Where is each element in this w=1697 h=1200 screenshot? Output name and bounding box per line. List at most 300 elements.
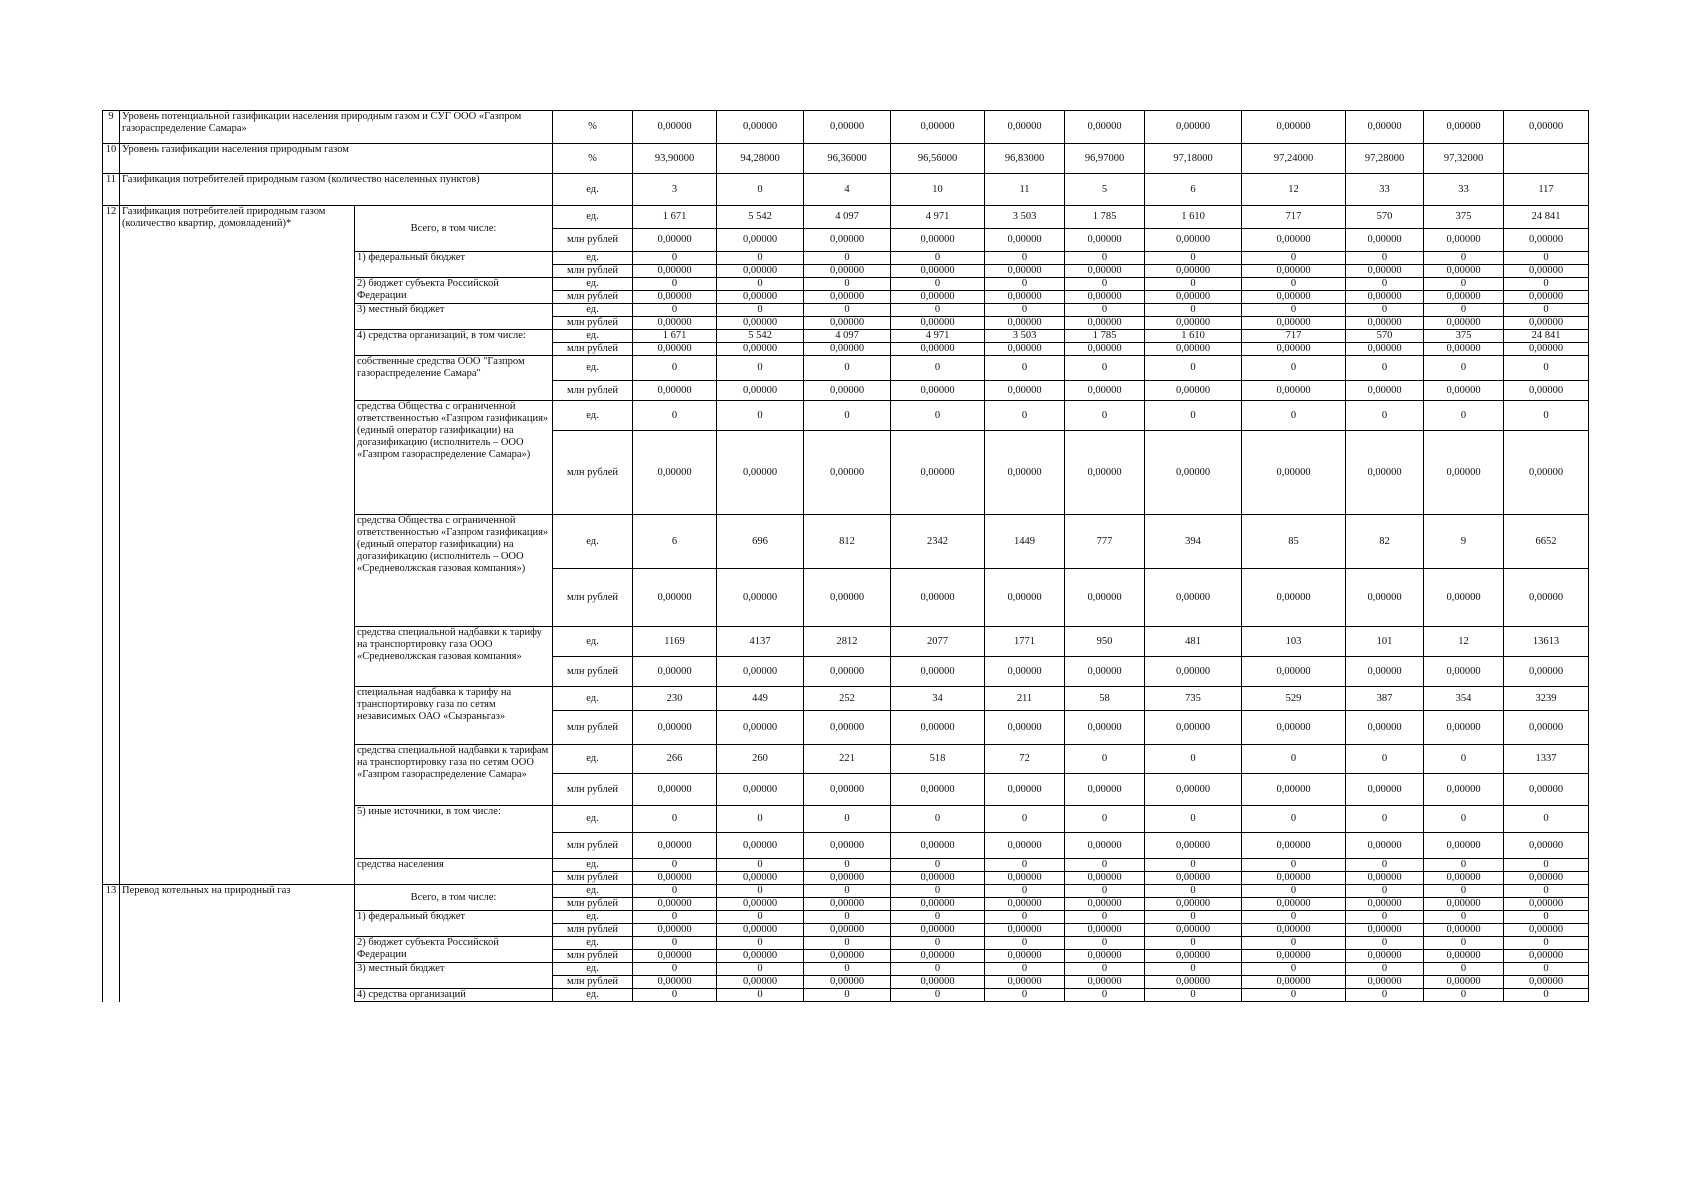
value-cell: 0 <box>1346 911 1424 924</box>
value-cell: 0 <box>717 989 804 1002</box>
value-cell: 97,32000 <box>1424 144 1504 174</box>
value-cell: 0,00000 <box>891 265 985 278</box>
value-cell: 0,00000 <box>1504 431 1589 515</box>
value-cell: 0 <box>1504 885 1589 898</box>
value-cell: 0 <box>1242 401 1346 431</box>
value-cell: 0 <box>1346 278 1424 291</box>
value-cell: 11 <box>985 174 1065 206</box>
unit-cell: млн рублей <box>553 381 633 401</box>
value-cell: 0,00000 <box>985 343 1065 356</box>
value-cell: 0,00000 <box>717 898 804 911</box>
value-cell: 0 <box>717 859 804 872</box>
value-cell: 0,00000 <box>1242 898 1346 911</box>
value-cell: 0 <box>804 401 891 431</box>
value-cell: 0,00000 <box>1346 317 1424 330</box>
value-cell: 0 <box>985 963 1065 976</box>
value-cell: 0 <box>1145 278 1242 291</box>
value-cell: 0,00000 <box>1242 343 1346 356</box>
value-cell: 0 <box>1145 963 1242 976</box>
value-cell: 0 <box>985 937 1065 950</box>
value-cell: 0,00000 <box>1346 711 1424 745</box>
value-cell: 0 <box>985 356 1065 381</box>
value-cell: 0,00000 <box>804 833 891 859</box>
value-cell: 449 <box>717 687 804 711</box>
value-cell: 0 <box>1145 989 1242 1002</box>
value-cell: 0 <box>1065 252 1145 265</box>
unit-cell: ед. <box>553 278 633 291</box>
value-cell: 0 <box>1145 745 1242 774</box>
value-cell: 0,00000 <box>804 111 891 144</box>
value-cell: 0,00000 <box>1346 291 1424 304</box>
data-table <box>102 110 1589 1002</box>
row-title: Газификация потребителей природным газом (количество квартир, домовладений)* <box>120 206 355 885</box>
value-cell: 24 841 <box>1504 206 1589 229</box>
unit-cell: ед. <box>553 859 633 872</box>
value-cell: 0 <box>891 989 985 1002</box>
unit-cell: ед. <box>553 401 633 431</box>
value-cell: 6652 <box>1504 515 1589 569</box>
value-cell: 0,00000 <box>985 431 1065 515</box>
value-cell: 0 <box>1504 963 1589 976</box>
value-cell: 0,00000 <box>1504 711 1589 745</box>
value-cell: 0 <box>1424 304 1504 317</box>
value-cell: 0 <box>1145 252 1242 265</box>
value-cell: 72 <box>985 745 1065 774</box>
value-cell: 0,00000 <box>1346 872 1424 885</box>
value-cell: 0,00000 <box>1424 111 1504 144</box>
value-cell: 0,00000 <box>804 950 891 963</box>
unit-cell: ед. <box>553 687 633 711</box>
value-cell: 0 <box>633 278 717 291</box>
value-cell: 0 <box>717 304 804 317</box>
value-cell: 0,00000 <box>1242 431 1346 515</box>
value-cell: 0,00000 <box>1424 711 1504 745</box>
value-cell: 0,00000 <box>1065 431 1145 515</box>
value-cell: 0 <box>1504 401 1589 431</box>
value-cell: 0,00000 <box>717 265 804 278</box>
value-cell: 777 <box>1065 515 1145 569</box>
value-cell: 0,00000 <box>1424 950 1504 963</box>
value-cell: 0,00000 <box>1065 291 1145 304</box>
value-cell: 0 <box>891 963 985 976</box>
value-cell: 0 <box>985 278 1065 291</box>
funding-source-label: 1) федеральный бюджет <box>355 911 553 937</box>
value-cell: 0 <box>1242 937 1346 950</box>
value-cell: 0 <box>717 356 804 381</box>
value-cell: 0,00000 <box>1065 833 1145 859</box>
unit-cell: млн рублей <box>553 265 633 278</box>
value-cell: 0,00000 <box>1242 381 1346 401</box>
value-cell: 0,00000 <box>1424 898 1504 911</box>
value-cell: 0 <box>1065 401 1145 431</box>
value-cell: 0,00000 <box>1504 265 1589 278</box>
value-cell: 0 <box>804 885 891 898</box>
value-cell: 0 <box>985 806 1065 833</box>
value-cell: 0 <box>1242 278 1346 291</box>
value-cell: 0,00000 <box>804 872 891 885</box>
value-cell: 0 <box>891 806 985 833</box>
unit-cell: млн рублей <box>553 898 633 911</box>
value-cell: 0,00000 <box>1065 976 1145 989</box>
value-cell: 0,00000 <box>1242 950 1346 963</box>
value-cell: 97,24000 <box>1242 144 1346 174</box>
value-cell: 0 <box>717 911 804 924</box>
value-cell: 0,00000 <box>1065 111 1145 144</box>
value-cell: 3239 <box>1504 687 1589 711</box>
value-cell: 0,00000 <box>1242 111 1346 144</box>
value-cell: 0,00000 <box>633 976 717 989</box>
value-cell: 1169 <box>633 627 717 657</box>
value-cell: 0,00000 <box>1424 774 1504 806</box>
value-cell: 0,00000 <box>985 774 1065 806</box>
value-cell: 0 <box>804 911 891 924</box>
unit-cell: ед. <box>553 206 633 229</box>
value-cell: 0 <box>1065 911 1145 924</box>
value-cell: 375 <box>1424 330 1504 343</box>
value-cell: 0,00000 <box>633 950 717 963</box>
value-cell: 0,00000 <box>1065 343 1145 356</box>
value-cell: 0 <box>633 885 717 898</box>
value-cell: 0,00000 <box>1065 657 1145 687</box>
value-cell: 375 <box>1424 206 1504 229</box>
value-cell: 0 <box>1242 989 1346 1002</box>
value-cell: 0 <box>1145 806 1242 833</box>
funding-source-label: 5) иные источники, в том числе: <box>355 806 553 859</box>
value-cell: 1 610 <box>1145 330 1242 343</box>
value-cell: 0,00000 <box>1424 291 1504 304</box>
value-cell: 0,00000 <box>985 111 1065 144</box>
value-cell: 0 <box>985 252 1065 265</box>
value-cell: 0 <box>1065 745 1145 774</box>
value-cell: 0,00000 <box>1065 898 1145 911</box>
value-cell: 0 <box>891 278 985 291</box>
value-cell: 85 <box>1242 515 1346 569</box>
value-cell: 0 <box>1065 989 1145 1002</box>
value-cell: 354 <box>1424 687 1504 711</box>
value-cell: 0,00000 <box>1242 657 1346 687</box>
funding-source-label: средства Общества с ограниченной ответственностью «Газпром газификация» (единый оператор газификации) на догазификацию (исполнитель – ООО «Газпром газораспределение Самара») <box>355 401 553 515</box>
value-cell: 529 <box>1242 687 1346 711</box>
value-cell: 13613 <box>1504 627 1589 657</box>
value-cell: 0,00000 <box>1424 976 1504 989</box>
value-cell: 0 <box>717 885 804 898</box>
unit-cell: ед. <box>553 806 633 833</box>
value-cell: 0,00000 <box>717 343 804 356</box>
value-cell: 0 <box>891 304 985 317</box>
value-cell: 0,00000 <box>1346 229 1424 252</box>
value-cell: 0,00000 <box>1504 317 1589 330</box>
value-cell: 252 <box>804 687 891 711</box>
value-cell: 0,00000 <box>717 111 804 144</box>
value-cell: 0,00000 <box>1242 833 1346 859</box>
value-cell: 0 <box>804 356 891 381</box>
value-cell: 0 <box>1424 963 1504 976</box>
value-cell: 696 <box>717 515 804 569</box>
value-cell: 0 <box>891 937 985 950</box>
value-cell: 0,00000 <box>804 569 891 627</box>
value-cell: 0,00000 <box>633 111 717 144</box>
value-cell: 117 <box>1504 174 1589 206</box>
unit-cell: млн рублей <box>553 711 633 745</box>
value-cell: 0,00000 <box>1242 872 1346 885</box>
value-cell: 0 <box>717 278 804 291</box>
value-cell: 0 <box>1242 745 1346 774</box>
value-cell: 0,00000 <box>1242 711 1346 745</box>
value-cell: 0 <box>633 911 717 924</box>
value-cell: 1771 <box>985 627 1065 657</box>
value-cell: 0,00000 <box>1346 569 1424 627</box>
value-cell: 96,97000 <box>1065 144 1145 174</box>
value-cell: 0,00000 <box>633 229 717 252</box>
value-cell: 0,00000 <box>1424 229 1504 252</box>
value-cell: 103 <box>1242 627 1346 657</box>
row-number: 9 <box>103 111 120 144</box>
value-cell: 0 <box>1424 885 1504 898</box>
value-cell: 387 <box>1346 687 1424 711</box>
value-cell: 0,00000 <box>1145 657 1242 687</box>
value-cell: 0 <box>1346 304 1424 317</box>
value-cell: 0 <box>804 806 891 833</box>
value-cell: 0,00000 <box>1145 381 1242 401</box>
value-cell: 0,00000 <box>891 343 985 356</box>
value-cell: 0,00000 <box>891 657 985 687</box>
unit-cell: ед. <box>553 330 633 343</box>
value-cell: 34 <box>891 687 985 711</box>
value-cell: 0 <box>633 859 717 872</box>
value-cell: 93,90000 <box>633 144 717 174</box>
value-cell: 0,00000 <box>717 774 804 806</box>
value-cell: 0 <box>1346 859 1424 872</box>
value-cell: 0 <box>1504 989 1589 1002</box>
value-cell: 0,00000 <box>804 976 891 989</box>
unit-cell: млн рублей <box>553 569 633 627</box>
value-cell: 0,00000 <box>891 111 985 144</box>
value-cell: 0,00000 <box>1504 950 1589 963</box>
value-cell: 0,00000 <box>1145 265 1242 278</box>
value-cell: 717 <box>1242 206 1346 229</box>
value-cell: 0,00000 <box>804 711 891 745</box>
value-cell: 0 <box>1065 885 1145 898</box>
value-cell: 0,00000 <box>717 976 804 989</box>
value-cell: 0,00000 <box>1242 774 1346 806</box>
table-row <box>103 144 1589 174</box>
value-cell: 0,00000 <box>1424 833 1504 859</box>
value-cell: 0 <box>1065 806 1145 833</box>
value-cell: 0,00000 <box>1504 833 1589 859</box>
value-cell: 97,18000 <box>1145 144 1242 174</box>
value-cell: 0,00000 <box>804 924 891 937</box>
value-cell: 221 <box>804 745 891 774</box>
value-cell: 0,00000 <box>804 291 891 304</box>
value-cell: 0,00000 <box>633 833 717 859</box>
unit-cell: млн рублей <box>553 291 633 304</box>
value-cell: 0 <box>633 304 717 317</box>
value-cell: 0 <box>1346 252 1424 265</box>
value-cell: 0,00000 <box>1346 833 1424 859</box>
unit-cell: ед. <box>553 911 633 924</box>
value-cell: 0,00000 <box>1504 898 1589 911</box>
funding-source-label: средства населения <box>355 859 553 885</box>
value-cell: 0,00000 <box>1504 657 1589 687</box>
value-cell: 10 <box>891 174 985 206</box>
value-cell: 4 097 <box>804 206 891 229</box>
value-cell: 0,00000 <box>717 657 804 687</box>
value-cell: 0 <box>1424 356 1504 381</box>
value-cell: 4 097 <box>804 330 891 343</box>
value-cell: 0,00000 <box>1504 924 1589 937</box>
value-cell: 0,00000 <box>1346 381 1424 401</box>
value-cell: 0 <box>985 911 1065 924</box>
value-cell: 4 971 <box>891 330 985 343</box>
value-cell: 0,00000 <box>804 343 891 356</box>
value-cell: 0,00000 <box>891 976 985 989</box>
unit-cell: ед. <box>553 745 633 774</box>
value-cell: 0,00000 <box>891 924 985 937</box>
value-cell: 0 <box>1424 252 1504 265</box>
value-cell: 950 <box>1065 627 1145 657</box>
row-number: 10 <box>103 144 120 174</box>
funding-source-label: Всего, в том числе: <box>355 885 553 911</box>
value-cell: 0,00000 <box>1065 924 1145 937</box>
value-cell: 0 <box>1424 937 1504 950</box>
funding-source-label: Всего, в том числе: <box>355 206 553 252</box>
value-cell: 0,00000 <box>633 657 717 687</box>
value-cell: 0 <box>633 401 717 431</box>
value-cell: 0,00000 <box>1065 265 1145 278</box>
value-cell: 0,00000 <box>1065 569 1145 627</box>
value-cell: 0,00000 <box>717 950 804 963</box>
value-cell: 0,00000 <box>891 774 985 806</box>
row-number: 13 <box>103 885 120 1002</box>
value-cell: 2077 <box>891 627 985 657</box>
value-cell: 0,00000 <box>633 872 717 885</box>
value-cell: 0,00000 <box>891 317 985 330</box>
unit-cell: ед. <box>553 304 633 317</box>
value-cell: 0,00000 <box>985 711 1065 745</box>
value-cell: 0 <box>1346 885 1424 898</box>
value-cell: 0,00000 <box>985 976 1065 989</box>
value-cell: 0,00000 <box>1065 872 1145 885</box>
table-row <box>103 174 1589 206</box>
value-cell: 0 <box>1504 937 1589 950</box>
value-cell: 518 <box>891 745 985 774</box>
funding-source-label: специальная надбавка к тарифу на транспортировку газа по сетям независимых ОАО «Сызраньгаз» <box>355 687 553 745</box>
value-cell: 0 <box>985 304 1065 317</box>
value-cell: 0 <box>633 806 717 833</box>
value-cell: 0 <box>1504 911 1589 924</box>
value-cell: 0,00000 <box>1346 774 1424 806</box>
value-cell: 0 <box>1065 356 1145 381</box>
value-cell: 12 <box>1424 627 1504 657</box>
value-cell: 0 <box>633 989 717 1002</box>
value-cell: 0,00000 <box>804 229 891 252</box>
value-cell: 0,00000 <box>1424 657 1504 687</box>
value-cell: 0,00000 <box>717 291 804 304</box>
value-cell: 33 <box>1424 174 1504 206</box>
value-cell: 0,00000 <box>1065 317 1145 330</box>
value-cell: 0 <box>891 356 985 381</box>
value-cell: 5 542 <box>717 330 804 343</box>
value-cell: 0,00000 <box>1504 229 1589 252</box>
value-cell: 0,00000 <box>1504 872 1589 885</box>
value-cell: 0 <box>1145 356 1242 381</box>
value-cell: 211 <box>985 687 1065 711</box>
value-cell: 0 <box>1145 937 1242 950</box>
value-cell: 96,56000 <box>891 144 985 174</box>
value-cell: 0,00000 <box>1346 898 1424 911</box>
unit-cell: ед. <box>553 627 633 657</box>
value-cell: 6 <box>633 515 717 569</box>
value-cell: 0 <box>1145 304 1242 317</box>
unit-cell: млн рублей <box>553 657 633 687</box>
value-cell: 3 <box>633 174 717 206</box>
value-cell: 101 <box>1346 627 1424 657</box>
value-cell: 0,00000 <box>1504 569 1589 627</box>
unit-cell: % <box>553 144 633 174</box>
value-cell: 0,00000 <box>891 872 985 885</box>
value-cell: 0,00000 <box>717 229 804 252</box>
value-cell: 0,00000 <box>1145 774 1242 806</box>
table-row <box>103 206 1589 229</box>
value-cell: 0,00000 <box>1242 924 1346 937</box>
value-cell: 0 <box>1065 304 1145 317</box>
value-cell <box>1504 144 1589 174</box>
value-cell: 0 <box>1346 356 1424 381</box>
value-cell: 0,00000 <box>1424 381 1504 401</box>
table-row <box>103 111 1589 144</box>
value-cell: 0,00000 <box>804 317 891 330</box>
funding-source-label: 4) средства организаций, в том числе: <box>355 330 553 356</box>
value-cell: 2812 <box>804 627 891 657</box>
value-cell: 0 <box>717 174 804 206</box>
value-cell: 230 <box>633 687 717 711</box>
unit-cell: ед. <box>553 963 633 976</box>
value-cell: 0,00000 <box>1242 976 1346 989</box>
value-cell: 0 <box>1504 806 1589 833</box>
value-cell: 0 <box>1242 252 1346 265</box>
value-cell: 394 <box>1145 515 1242 569</box>
value-cell: 0,00000 <box>1145 343 1242 356</box>
value-cell: 0 <box>633 252 717 265</box>
value-cell: 735 <box>1145 687 1242 711</box>
value-cell: 4 971 <box>891 206 985 229</box>
value-cell: 0 <box>804 963 891 976</box>
value-cell: 0,00000 <box>633 898 717 911</box>
value-cell: 0,00000 <box>1065 711 1145 745</box>
value-cell: 0,00000 <box>804 265 891 278</box>
value-cell: 0 <box>1242 304 1346 317</box>
value-cell: 0,00000 <box>985 924 1065 937</box>
value-cell: 0 <box>891 252 985 265</box>
value-cell: 96,83000 <box>985 144 1065 174</box>
value-cell: 0 <box>1346 401 1424 431</box>
value-cell: 0,00000 <box>891 569 985 627</box>
value-cell: 0,00000 <box>1424 343 1504 356</box>
unit-cell: ед. <box>553 252 633 265</box>
value-cell: 0,00000 <box>1424 431 1504 515</box>
value-cell: 0,00000 <box>717 569 804 627</box>
value-cell: 0,00000 <box>1145 291 1242 304</box>
value-cell: 0 <box>985 885 1065 898</box>
value-cell: 0,00000 <box>1065 950 1145 963</box>
value-cell: 1 785 <box>1065 206 1145 229</box>
value-cell: 0 <box>1346 806 1424 833</box>
value-cell: 0,00000 <box>717 924 804 937</box>
value-cell: 0,00000 <box>1346 343 1424 356</box>
value-cell: 1 785 <box>1065 330 1145 343</box>
value-cell: 0,00000 <box>804 657 891 687</box>
value-cell: 0,00000 <box>1346 924 1424 937</box>
